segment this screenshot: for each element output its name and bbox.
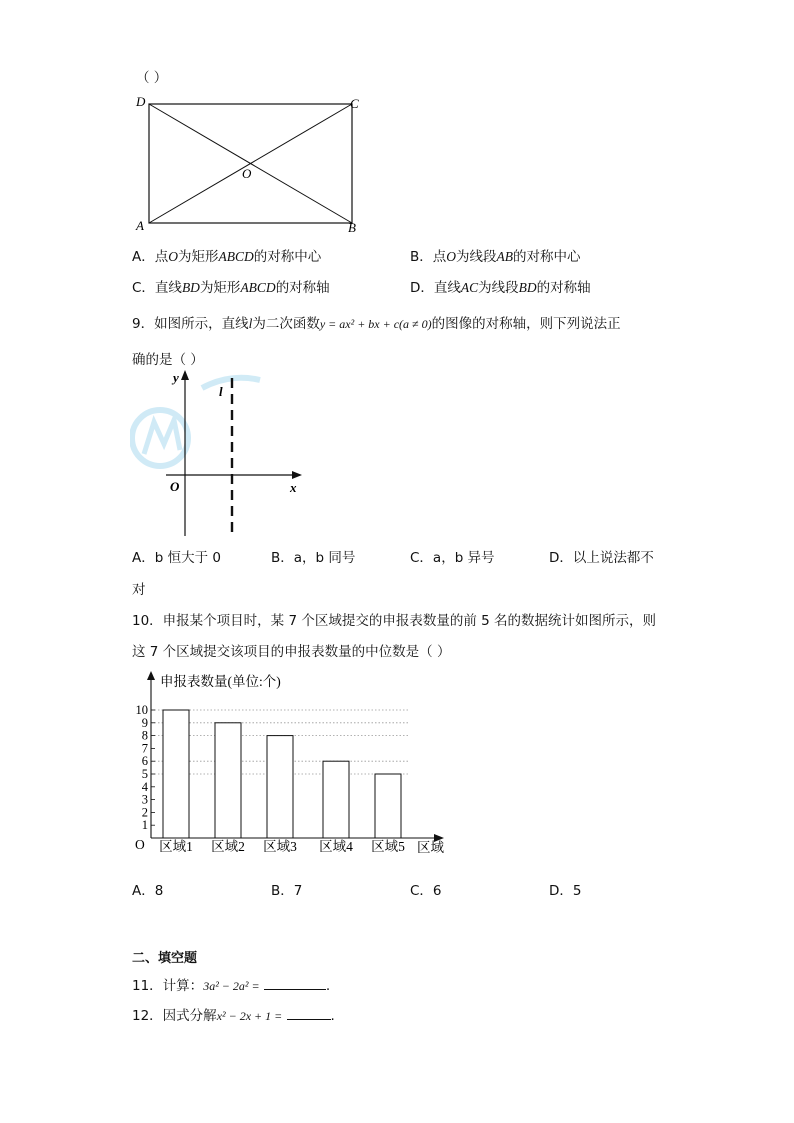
axis-figure [130,368,310,538]
answer-paren: （ ） [136,70,168,86]
y-tick-label-7: 7 [141,741,148,756]
option-9d[interactable]: D．以上说法都不 [549,550,654,566]
y-tick-label-2: 2 [141,805,148,820]
option-text: 为线段 [456,249,497,265]
category-label-3: 区域3 [263,839,297,854]
math-var: BD [518,280,537,295]
question-9-stem-line2: 确的是（ ） [132,352,204,368]
chart-x-axis-label: 区域 [417,840,444,855]
option-10a[interactable]: A．8 [132,883,164,899]
x-axis-label: x [290,480,297,495]
option-text: 为矩形 [178,249,219,265]
vertex-label-b: B [348,220,356,235]
option-text: 为线段 [478,280,519,296]
math-var: O [168,249,178,264]
y-axis-label: y [173,370,179,385]
x-axis-arrow [292,471,302,479]
option-label: C．直线 [132,280,182,296]
option-9d-continued: 对 [132,582,146,598]
option-8d[interactable] [410,276,591,296]
option-text: 的对称中心 [513,249,581,265]
line-l-label: l [219,384,223,399]
math-var: l [248,316,253,331]
math-var: AB [496,249,514,264]
rectangle-figure [130,92,370,237]
q12-answer-blank[interactable] [287,1007,331,1020]
option-label: A．点 [132,249,169,265]
category-label-5: 区域5 [371,839,405,854]
category-label-4: 区域4 [319,839,353,854]
bar-5 [375,774,401,838]
option-8c[interactable] [132,276,330,296]
bar-3 [267,736,293,838]
bar-chart [130,668,460,863]
question-12 [132,1004,335,1024]
y-tick-label-3: 3 [141,792,148,807]
option-10d[interactable]: D．5 [549,883,582,899]
section-heading: 二、填空题 [132,951,198,966]
watermark-logo [132,378,260,466]
option-8b[interactable] [410,245,581,265]
vertex-label-c: C [350,96,359,111]
option-label: D．直线 [410,280,461,296]
stem-text: 为二次函数 [252,316,320,332]
q11-answer-blank[interactable] [264,977,326,990]
chart-y-axis-label: 申报表数量(单位:个) [160,674,281,689]
option-10c[interactable]: C．6 [410,883,442,899]
math-var: AC [460,280,479,295]
bar-1 [163,710,189,838]
q11-label: 11．计算： [132,978,204,994]
option-10b[interactable]: B．7 [271,883,303,899]
y-tick-label-4: 4 [141,779,148,794]
stem-text: 的图像的对称轴，则下列说法正 [431,316,621,332]
vertex-label-a: A [136,218,144,233]
y-tick-label-10: 10 [135,703,148,717]
option-8a[interactable] [132,245,321,265]
q12-period: . [330,1008,335,1024]
y-tick-label-5: 5 [141,767,148,781]
q12-expression: x² − 2x + 1 = [216,1009,283,1023]
option-9a[interactable]: A．b 恒大于 0 [132,550,221,566]
center-label-o: O [242,166,252,181]
y-tick-label-6: 6 [141,754,148,769]
option-9b[interactable]: B．a，b 同号 [271,550,356,566]
math-var: ABCD [240,280,276,295]
bar-2 [215,723,241,838]
stem-text: 9．如图所示，直线 [132,316,249,332]
y-tick-label-8: 8 [141,728,148,743]
question-11 [132,974,330,994]
q11-period: . [325,978,331,994]
question-9-stem [132,312,621,332]
option-label: B．点 [410,249,447,265]
y-tick-label-1: 1 [141,818,148,833]
quadratic-formula: y = ax² + bx + c(a ≠ 0) [319,317,432,331]
category-label-1: 区域1 [159,839,193,854]
question-10-stem-line2: 这 7 个区域提交该项目的申报表数量的中位数是（ ） [132,644,451,660]
vertex-label-d: D [136,94,146,109]
option-text: 为矩形 [199,280,241,296]
origin-label: O [170,479,180,494]
chart-origin-label: O [135,837,145,852]
y-axis-arrow [181,370,189,380]
option-9c[interactable]: C．a，b 异号 [410,550,495,566]
question-10-stem: 10．申报某个项目时，某 7 个区域提交的申报表数量的前 5 名的数据统计如图所示，则 [132,613,657,629]
chart-y-arrow [147,671,155,680]
option-text: 的对称中心 [253,249,322,265]
option-text: 的对称轴 [536,280,591,296]
q11-expression: 3a² − 2a² = [203,979,260,993]
option-text: 的对称轴 [275,280,330,296]
q12-label: 12．因式分解 [132,1008,217,1024]
math-var: ABCD [218,249,254,264]
y-tick-label-9: 9 [141,715,148,730]
bar-4 [323,761,349,838]
math-var: O [446,249,457,264]
category-label-2: 区域2 [211,839,245,854]
math-var: BD [181,280,200,295]
